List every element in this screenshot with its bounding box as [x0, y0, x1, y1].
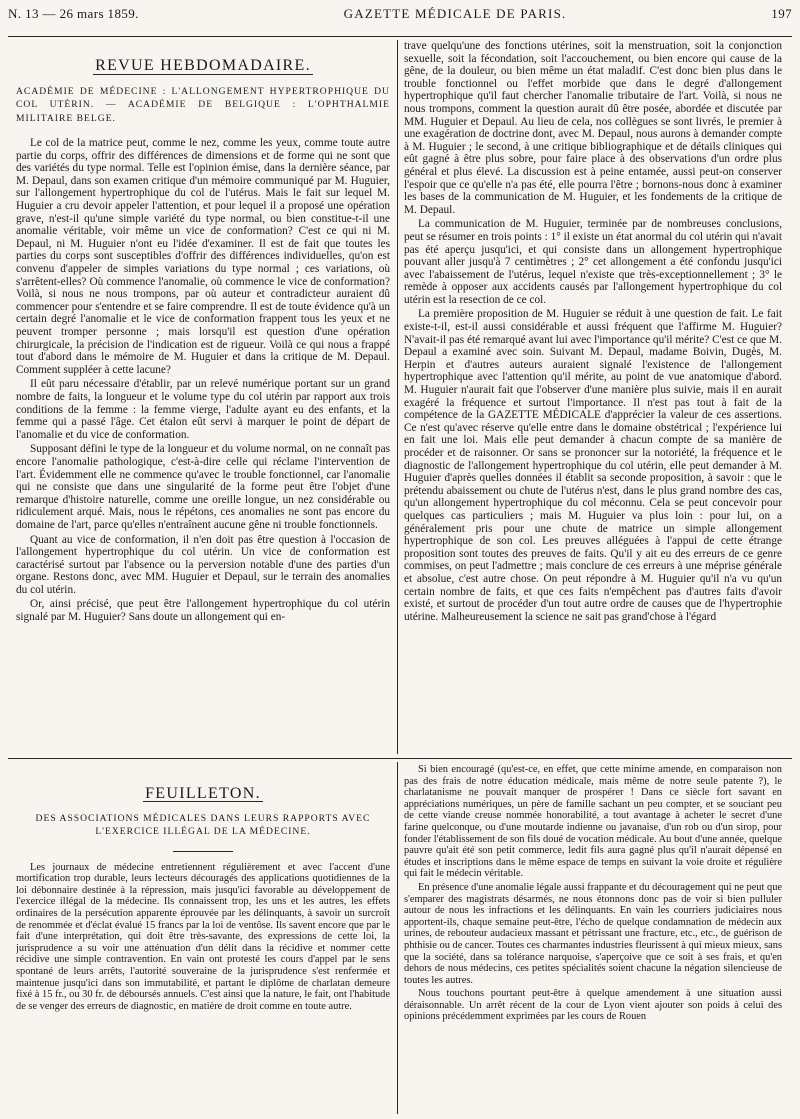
paragraph: Les journaux de médecine entretiennent régulièrement et avec l'accent d'une mortification trop durable, leurs lecteurs découragés des applications quotidiennes de la loi débonnaire destinée à la répression, mais jusqu'ici favorable au développement de l'exercice illégal de la médecine. Ils connaissent trop, les uns et les autres, les effets ordinaires de la persécution apparente éprouvée par les délinquants, à savoir un surcroît de renommée et d'éclat évalué 15 francs par la loi de ventôse. Ils savent encore que par le fait d'une interprétation, qui doit être très-savante, des expressions de cette loi, la jurisprudence a su voir une atténuation d'un délit dans la récidive et nommer cette récidive une simple contravention. En vain ont protesté les cours d'appel par le sens spontané de leurs arrêts, l'autorité souveraine de la jurisprudence s'est renfermée et maintenue jusqu'ici dans son immutabilité, et partant le diplôme de charlatan demeure fixé à 15 fr., ou 30 fr. de déboursés annuels. C'est ainsi que la nature, le fait, ont l'habitude de se venger des erreurs de diagnostic, en matière de droit comme en toute autre. — [16, 861, 390, 1012]
paragraph: Le col de la matrice peut, comme le nez, comme les yeux, comme toute autre partie du corps, offrir des différences de dimensions et de forme qui ne sont que des variétés du type normal. Telle est l'opinion émise, dans la dernière séance, par M. Depaul, dans son examen critique d'un mémoire communiqué par M. Huguier, sur l'allongement hypertrophique du col de l'utérus. Mais le fait sur lequel M. Huguier a cru devoir appeler l'attention, et pour lequel il a proposé une opération grave, n'est-il qu'une simple variété du type normal, ou bien constitue-t-il une anomalie véritable, voir même un vice de conformation? C'est ce qui ni M. Depaul, ni M. Huguier n'ont eu l'idée d'examiner. Il est de fait que toutes les parties du corps sont susceptibles d'offrir des différences individuelles, qu'on est convenu d'appeler de simples variations du type normal ; ces variations, où s'arrêtent-elles? Où commence l'anomalie, où commence le vice de conformation? Voilà, si nous ne nous trompons, par où auteur et contradicteur auraient dû commencer pour s'entendre et se faire comprendre. Il est de toute évidence qu'à un certain degré l'anomalie et le vice de conformation frappent tous les yeux et ne peuvent tromper personne ; mais lorsqu'il est question d'une opération chirurgicale, la précision de l'indication est de rigueur. Voilà ce qui nous a frappé tout d'abord dans le mémoire de M. Huguier et dans la critique de M. Depaul. Comment suppléer à cette lacune? — [16, 137, 390, 376]
paragraph: Supposant défini le type de la longueur et du volume normal, on ne connaît pas encore l'anomalie pathologique, c'est-à-dire celle qui réclame l'intervention de l'art. Évidemment elle ne commence qu'avec le trouble fonctionnel, car l'anomalie qui ne consiste que dans une singularité de la forme peut être l'objet d'une remarque d'histoire naturelle, comme une oreille longue, un nez considérable ou ridiculement arqué. Mais, nous le répétons, ces anomalies ne sont pas encore du domaine de l'art, parce qu'elles n'entraînent aucune gêne ni trouble fonctionnels. — [16, 443, 390, 531]
revue-left-column — [16, 40, 390, 754]
paragraph: trave quelqu'une des fonctions utérines, soit la menstruation, soit la conjonction sexuelle, soit la fécondation, soit l'accouchement, ou bien encore qui cause de la gêne, de la douleur, ou bien même un état maladif. C'est donc bien plus dans le trouble fonctionnel ou l'effet morbide que dans le degré d'allongement hypertrophique qu'il faut chercher l'anomalie tributaire de l'art. Voilà, si nous ne nous trompons, comment la question aurait dû être posée, abordée et discutée par MM. Huguier et Depaul. Au lieu de cela, nos collègues se sont livrés, le premier à une exagération de doctrine dont, avec M. Depaul, nous aurons à demander compte à M. Huguier ; le second, à une critique bibliographique et de détails cliniques qui eût gagné à être plus sobre, pour faire place à des observations d'un ordre plus général et plus élevé. La discussion est à peine entamée, aussi peut-on conserver l'espoir que ce qu'elle n'a pas été, elle pourra l'être ; bornons-nous donc à examiner les bases de la communication de M. Huguier, et les fondements de la critique de M. Depaul. — [404, 40, 782, 216]
revue-title: REVUE HEBDOMADAIRE. — [95, 57, 311, 74]
feuilleton-subtitle: DES ASSOCIATIONS MÉDICALES DANS LEURS RAPPORTS AVEC L'EXERCICE ILLÉGAL DE LA MÉDECINE. — [35, 812, 371, 838]
feuilleton-left-text — [16, 862, 390, 1013]
page-number: 197 — [771, 6, 792, 21]
feuilleton-right-column — [404, 764, 782, 1114]
revue-left-text — [16, 137, 390, 624]
issue-and-date: N. 13 — 26 mars 1859. — [8, 6, 139, 21]
revue-right-text — [404, 40, 782, 623]
feuilleton-column-divider — [397, 762, 398, 1114]
feuilleton-title: FEUILLETON. — [145, 785, 261, 802]
feuilleton-left-column — [16, 762, 390, 1112]
paragraph: Si bien encouragé (qu'est-ce, en effet, que cette minime amende, en comparaison non pas des frais de notre éducation médicale, mais même de notre seule patente ?), le charlatanisme ne pouvait manquer de prospérer ! Dans ce siècle fort savant en appréciations numériques, un père de famille sachant un peu compter, et se souciant peu de cette viande creuse nommée honorabilité, a tout avantage à acheter le secret d'une farine quelconque, ou d'une moutarde indienne ou javanaise, d'un rob ou d'un sirop, pour fonder l'établissement de son fils doué de vocation médicale. Au bout d'une année, quelque pauvre qu'ait été son petit commerce, ledit fils aura gagné plus qu'il n'aurait dépensé en études et inscriptions dans le même espace de temps en suivant la voie droite et régulière qui fait le médecin véritable. — [404, 764, 782, 880]
paragraph: En présence d'une anomalie légale aussi frappante et du découragement qui ne peut que s'emparer des magistrats désarmés, ne nous étonnons donc pas de voir si bien pulluler autour de nous les infractions et les délinquants. En vain les courriers judiciaires nous apportent-ils, chaque semaine peut-être, l'écho de quelque condamnation de médecin aux urines, de rebouteur audacieux massant et pétrissant une fracture, etc., etc., de guérison de phthisie ou de cancer. Toutes ces charmantes industries fleurissent à qui mieux mieux, sans que la société, dans sa tolérance narquoise, s'aperçoive que ce soit à ses frais, et qu'en dehors de nous médecins, ces petites spécialités soient chacune la négation silencieuse de toutes les autres. — [404, 881, 782, 986]
revue-subtitle: ACADÉMIE DE MÉDECINE : L'ALLONGEMENT HYPERTROPHIQUE DU COL UTÉRIN. — ACADÉMIE DE BELGIQUE : L'OPHTHALMIE MILITAIRE BELGE. — [16, 85, 390, 124]
feuilleton-rule — [8, 758, 792, 759]
paragraph: Nous touchons pourtant peut-être à quelque amendement à une situation aussi déraisonnable. Un arrêt récent de la cour de Lyon vient ajouter son poids à celui des opinions précédemment exprimées par les cours de Rouen — [404, 988, 782, 1023]
revue-right-column — [404, 40, 782, 754]
subtitle-rule — [173, 851, 233, 852]
paragraph: Quant au vice de conformation, il n'en doit pas être question à l'occasion de l'allongement hypertrophique du col utérin. Un vice de conformation est caractérisé surtout par l'absence ou la perversion notable d'une des parties d'un organe. Restons donc, avec MM. Huguier et Depaul, sur le terrain des anomalies du col utérin. — [16, 533, 390, 596]
paragraph: La première proposition de M. Huguier se réduit à une question de fait. Le fait existe-t-il, est-il aussi considérable et aussi fréquent que l'affirme M. Huguier? N'avait-il pas été remarqué avant lui avec l'importance qu'il mérite? C'est ce que M. Depaul a examiné avec soin. Suivant M. Depaul, madame Boivin, Dugès, M. Herpin et d'autres auteurs auraient signalé l'existence de l'allongement hypertrophique avec l'attention qu'il mérite, au point de vue anatomique d'abord. M. Huguier n'aurait fait que l'observer d'une manière plus suivie, mais il en aurait exagéré la fréquence et surtout l'importance. Il n'est pas tout à fait de la compétence de la GAZETTE MÉDICALE d'apprécier la valeur de ces assertions. Ce n'est qu'avec réserve qu'elle entre dans le domaine obstétrical ; l'expérience lui en fait une loi. Mais elle peut demander à chacun compte de sa manière de procéder et de raisonner. Or sans se prononcer sur la notoriété, la fréquence et le diagnostic de l'allongement hypertrophique du col utérin, elle peut demander à M. Huguier d'après quelles données il établit sa seconde proposition, à savoir : que le prétendu abaissement ou chute de l'utérus n'est, dans le plus grand nombre des cas, qu'un allongement hypertrophique du col méconnu. Cela se peut concevoir pour quelques cas particuliers ; mais M. Huguier va plus loin : pour lui, on a généralement pris pour une chute de matrice un simple allongement hypertrophique de son col. Les preuves alléguées à l'appui de cette étrange proposition sont toutes des preuves de faits. Qu'il y ait eu des erreurs de ce genre commises, on peut l'admettre ; mais conclure de ces erreurs à une méprise générale et absolue, c'est autre chose. On peut répondre à M. Huguier qu'il n'a vu qu'un certain nombre de faits, et que ces faits n'empêchent pas d'autres faits d'avoir existé, et surtout de procéder d'un tout autre ordre de causes que de l'hypertrophie utérine. Malheureusement la science ne sait pas grand'chose à l'égard — [404, 308, 782, 623]
newspaper-page — [8, 6, 792, 1114]
journal-title: GAZETTE MÉDICALE DE PARIS. — [343, 6, 567, 21]
paragraph: Or, ainsi précisé, que peut être l'allongement hypertrophique du col utérin signalé par M. Huguier? Sans doute un allongement qui en- — [16, 598, 390, 624]
paragraph: Il eût paru nécessaire d'établir, par un relevé numérique portant sur un grand nombre de faits, la longueur et le volume type du col utérin par rapport aux trois conditions de la femme : la femme vierge, l'adulte ayant eu des enfants, et la femme qui a passé l'âge. Cet étalon eût servi à marquer le point de départ de l'anomalie et du vice de conformation. — [16, 378, 390, 441]
running-header — [8, 6, 792, 34]
paragraph: La communication de M. Huguier, terminée par de nombreuses conclusions, peut se résumer en trois points : 1° il existe un état anormal du col utérin qui n'avait pas été aperçu jusqu'ici, et qui consiste dans un allongement hypertrophique pouvant aller jusqu'à 7 centimètres ; 2° cet allongement a été confondu jusqu'ici avec l'abaissement de l'utérus, lequel n'existe que très-exceptionnellement ; 3° le remède à opposer aux accidents causés par l'allongement hypertrophique du col utérin est la resection de ce col. — [404, 218, 782, 306]
feuilleton-right-text — [404, 764, 782, 1023]
column-divider — [397, 40, 398, 754]
header-rule — [8, 36, 792, 37]
